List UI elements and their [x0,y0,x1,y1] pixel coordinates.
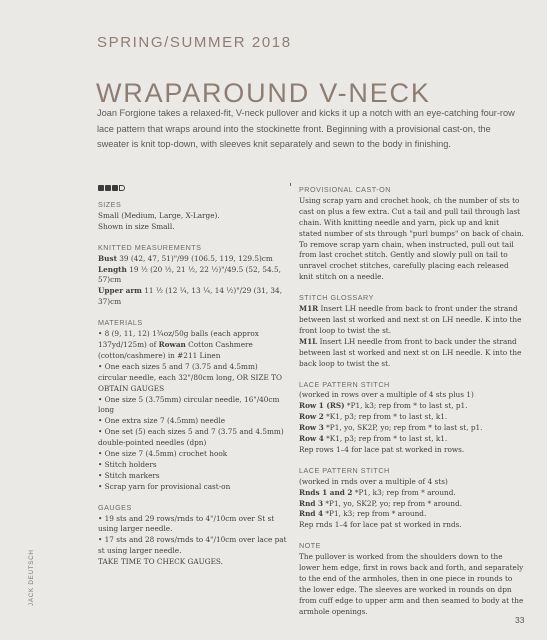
page-number: 33 [515,615,525,625]
column-divider-mark [290,183,291,186]
note-section [299,541,524,617]
materials-item: • One set (5) each sizes 5 and 7 (3.75 and 4.5mm) double-pointed needles (dpn) [98,427,288,449]
measurement-value: 19 ½ (20 ½, 21 ½, 22 ½)"/49.5 (52, 54.5, 57)cm [98,264,281,285]
glossary-entry [299,337,524,370]
section-heading: NOTE [299,541,321,551]
section-heading: GAUGES [98,502,132,512]
materials-item: • Stitch holders [98,460,288,471]
glossary-term: M1L [299,336,318,346]
note-text: The pullover is worked from the shoulders down to the lower hem edge, first in rows back and forth, and separately to the end of the armholes, then in one piece in rounds to the lower edge. The sleeves are worked in rounds on dpn from cuff edge to upper arm and then seamed to body at the armhole openings. [299,552,524,616]
materials-item: • One size 7 (4.5mm) crochet hook [98,449,288,460]
yarn-text: 8 (9, 11, 12) 1¾oz/50g balls (each approx 137yd/125m) of [98,329,259,349]
skill-level-filled-block [105,185,111,191]
measurement-bust [98,254,288,265]
materials-item: • Stitch markers [98,471,288,482]
issue-label: SPRING/SUMMER 2018 [97,34,292,51]
skill-level-filled-block [112,185,118,191]
rnd-text: *P1, k3; rep from * around. [323,509,427,519]
stitch-glossary-section [299,293,524,369]
lace-repeat: Rep rows 1–4 for lace pat st worked in rows. [299,444,465,454]
section-heading: PROVISIONAL CAST-ON [299,185,391,194]
lace-row [299,423,524,434]
provisional-cast-on-section [299,185,524,283]
row-text: *K1, p3; rep from * to last st, k1. [323,412,448,422]
yarn-text: Cotton Cashmere (cotton/cashmere) in #211 Linen [98,339,253,360]
gauges-section [98,503,288,568]
section-heading: LACE PATTERN STITCH [299,465,390,475]
glossary-entry [299,304,524,337]
measurement-label: Bust [98,253,117,263]
glossary-definition: Insert LH needle from back to front under the strand between last st worked and next st on LH needle. K into the front loop to twist the st. [299,304,522,335]
lace-rnd [299,499,524,510]
skill-level-filled-block [98,185,104,191]
row-text: *P1, yo, SK2P, yo; rep from * to last st, p1. [323,423,483,433]
rnd-text: *P1, k3; rep from * around. [352,487,456,497]
row-label: Row 1 (RS) [299,401,345,411]
measurement-value: 11 ½ (12 ¼, 13 ¼, 14 ½)"/29 (31, 34, 37)cm [98,286,283,307]
lace-rows-section [299,380,524,456]
rnd-label: Rnd 4 [299,509,324,519]
lace-rnds-section [299,466,524,531]
yarn-brand: Rowan [158,339,186,349]
row-label: Row 3 [299,423,324,433]
lace-rnd [299,509,524,520]
right-column [299,185,524,628]
sizes-line: Small (Medium, Large, X-Large). [98,210,220,220]
gauge-check: TAKE TIME TO CHECK GAUGES. [98,557,223,567]
rnd-label: Rnd 3 [299,498,324,508]
materials-section [98,318,288,493]
provisional-text: Using scrap yarn and crochet hook, ch the number of sts to cast on plus a few extra. Cut a tail and pull tail through last chain. With knitting needle and yarn, pick up and knit stated number of sts through "purl bumps" on back of chain. To remove scrap yarn chain, when instructed, pull out tail from last crochet stitch. Gently and slowly pull on tail to unravel crochet stitches, carefully placing each released knit stitch on a needle. [299,195,524,282]
lace-subtitle: (worked in rnds over a multiple of 4 sts) [299,476,448,486]
measurement-value: 39 (42, 47, 51)"/99 (106.5, 119, 129.5)cm [119,253,273,263]
gauge-item: • 17 sts and 28 rows/rnds to 4"/10cm over lace pat st using larger needle. [98,535,288,557]
sizes-section [98,200,288,233]
skill-level-icon [98,185,288,191]
row-label: Row 4 [299,434,324,444]
row-text: *P1, k3; rep from * to last st, p1. [344,401,468,411]
photo-credit: JACK DEUTSCH [28,549,35,606]
section-heading: STITCH GLOSSARY [299,293,374,303]
sizes-line: Shown in size Small. [98,221,175,231]
section-heading: KNITTED MEASUREMENTS [98,242,202,252]
lace-row [299,401,524,412]
lace-rnd [299,488,524,499]
lace-row [299,412,524,423]
glossary-term: M1R [299,304,319,314]
pattern-title: WRAPAROUND V-NECK [96,78,431,109]
lace-repeat: Rep rnds 1–4 for lace pat st worked in rnds. [299,520,462,530]
measurement-label: Upper arm [98,286,142,296]
section-heading: LACE PATTERN STITCH [299,379,390,389]
skill-level-empty-block [119,185,125,191]
intro-paragraph: Joan Forgione takes a relaxed-fit, V-neck pullover and kicks it up a notch with an eye-catching four-row lace pattern that wraps around into the stockinette front. Beginning with a provisional cast-on, the sweater is knit top-down, with sleeves knit separately and sewn to the body in finishing. [97,108,515,150]
materials-yarn [98,329,288,362]
measurement-length [98,265,288,287]
glossary-definition: Insert LH needle from front to back under the strand between last st worked and next st on LH needle. K into the back loop to twist the st. [299,336,522,368]
materials-item: • One size 5 (3.75mm) circular needle, 16"/40cm long [98,395,288,417]
rnd-label: Rnds 1 and 2 [299,487,353,497]
lace-subtitle: (worked in rows over a multiple of 4 sts plus 1) [299,390,474,400]
lace-row [299,434,524,445]
row-text: *K1, p3; rep from * to last st, k1. [323,434,448,444]
gauge-item: • 19 sts and 29 rows/rnds to 4"/10cm over St st using larger needle. [98,514,288,536]
row-label: Row 2 [299,412,324,422]
measurements-section [98,243,288,308]
measurement-upper-arm [98,286,288,308]
materials-item: • One extra size 7 (4.5mm) needle [98,416,288,427]
materials-item: • Scrap yarn for provisional cast-on [98,482,288,493]
left-column [98,185,288,578]
section-heading: MATERIALS [98,318,143,328]
measurement-label: Length [98,264,127,274]
rnd-text: *P1, yo, SK2P, yo; rep from * around. [323,498,463,508]
materials-item: • One each sizes 5 and 7 (3.75 and 4.5mm) circular needle, each 32"/80cm long, OR SIZE TO OBTAIN GAUGES [98,362,288,395]
section-heading: SIZES [98,200,122,209]
